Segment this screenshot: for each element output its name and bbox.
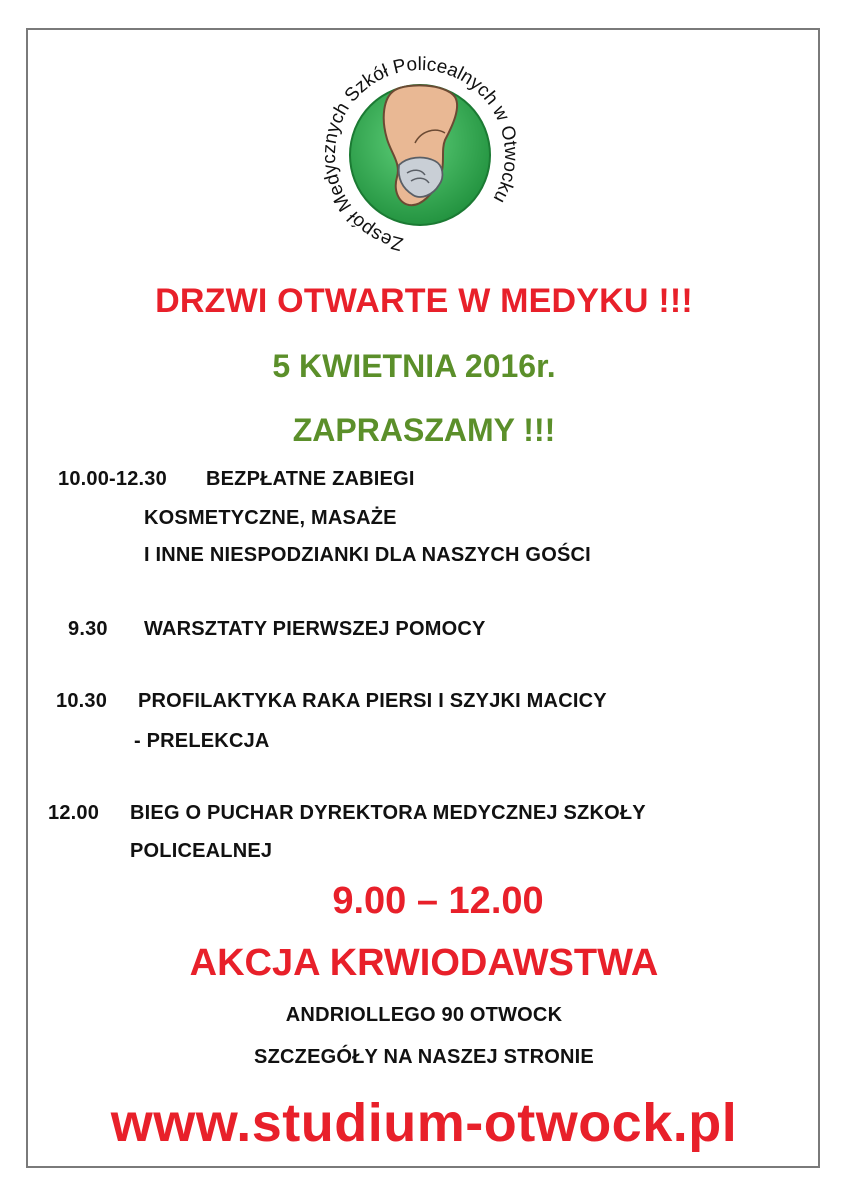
schedule-line: BIEG O PUCHAR DYREKTORA MEDYCZNEJ SZKOŁY bbox=[130, 802, 646, 824]
schedule-time-1: 10.00-12.30 bbox=[58, 468, 167, 490]
website-link[interactable]: www.studium-otwock.pl bbox=[110, 1093, 738, 1153]
schedule-line: PROFILAKTYKA RAKA PIERSI I SZYJKI MACICY bbox=[138, 690, 607, 712]
headline: DRZWI OTWARTE W MEDYKU !!! bbox=[155, 282, 693, 320]
blood-donation-title: AKCJA KRWIODAWSTWA bbox=[189, 942, 659, 984]
schedule-line: WARSZTATY PIERWSZEJ POMOCY bbox=[144, 618, 486, 640]
schedule-line: - PRELEKCJA bbox=[134, 730, 270, 752]
details-note: SZCZEGÓŁY NA NASZEJ STRONIE bbox=[254, 1046, 594, 1068]
event-date: 5 KWIETNIA 2016r. bbox=[272, 348, 556, 384]
school-logo bbox=[295, 35, 545, 265]
logo-ring-text: Zespół Medycznych Szkół Policealnych w Otwocku bbox=[318, 53, 522, 255]
logo-emblem bbox=[295, 35, 545, 265]
schedule-time-2: 9.30 bbox=[68, 618, 108, 640]
schedule-time-4: 12.00 bbox=[48, 802, 100, 824]
schedule-line: POLICEALNEJ bbox=[130, 840, 273, 862]
schedule-line: I INNE NIESPODZIANKI DLA NASZYCH GOŚCI bbox=[144, 544, 591, 566]
schedule-line: KOSMETYCZNE, MASAŻE bbox=[144, 507, 397, 529]
invite-text: ZAPRASZAMY !!! bbox=[292, 412, 556, 448]
schedule-line: BEZPŁATNE ZABIEGI bbox=[206, 468, 415, 490]
schedule-time-3: 10.30 bbox=[56, 690, 108, 712]
address: ANDRIOLLEGO 90 OTWOCK bbox=[285, 1004, 563, 1026]
blood-donation-time: 9.00 – 12.00 bbox=[332, 880, 544, 922]
